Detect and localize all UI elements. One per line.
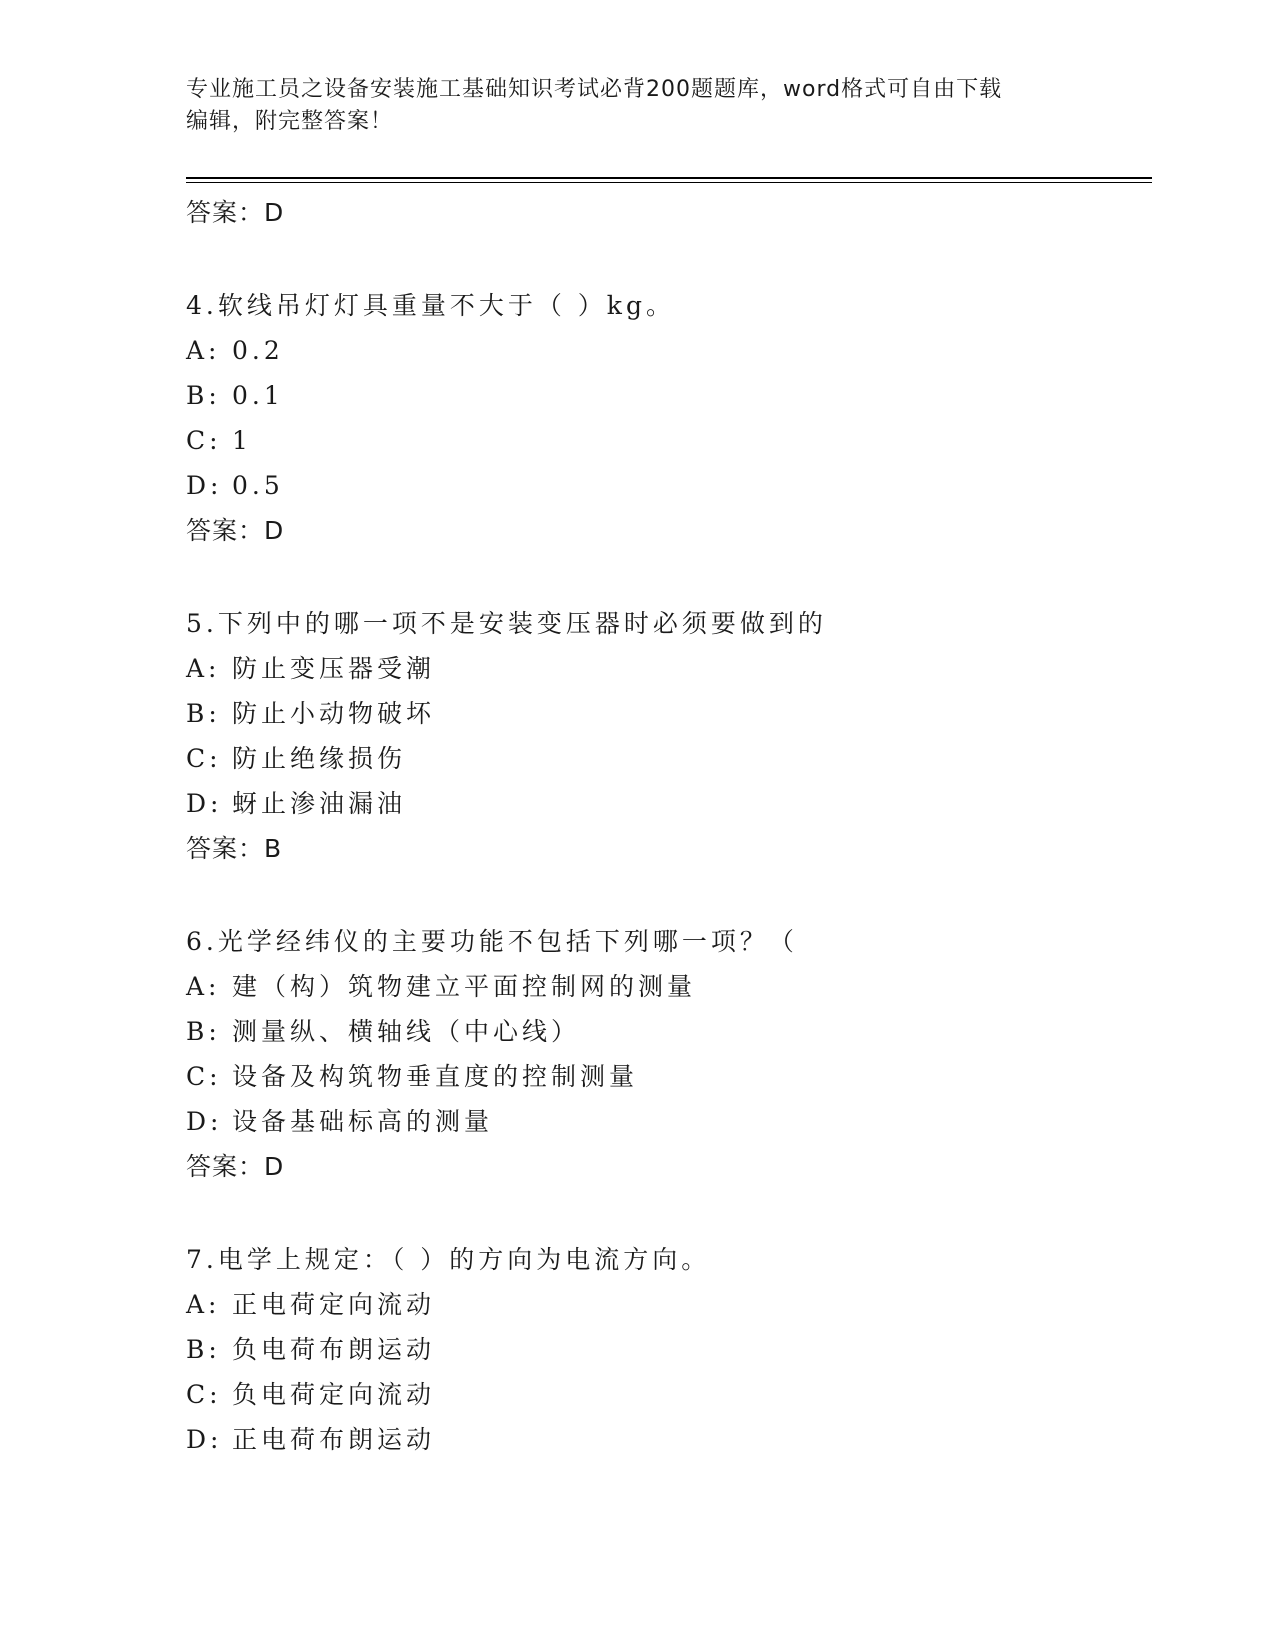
option-letter: C: — [186, 1062, 222, 1091]
option-row — [186, 781, 1146, 826]
option-row — [186, 1099, 1146, 1144]
option-row — [186, 646, 1146, 691]
option-row — [186, 736, 1146, 781]
option-letter: B: — [186, 381, 221, 410]
option-text: 负电荷定向流动 — [232, 1380, 436, 1409]
option-row — [186, 328, 1146, 373]
option-letter: C: — [186, 1380, 222, 1409]
question-text: 7.电学上规定：（ ）的方向为电流方向。 — [186, 1245, 711, 1274]
option-letter: A: — [186, 336, 221, 365]
question-block — [186, 283, 1146, 553]
question-block — [186, 601, 1146, 871]
answer-line: 答案：B — [186, 834, 283, 863]
option-letter: B: — [186, 699, 221, 728]
option-text: 正电荷定向流动 — [232, 1290, 436, 1319]
option-row — [186, 1282, 1146, 1327]
header-rule-thick — [186, 177, 1152, 179]
option-letter: D: — [186, 1425, 223, 1454]
option-row — [186, 418, 1146, 463]
option-letter: A: — [186, 972, 221, 1001]
option-text: 测量纵、横轴线（中心线） — [232, 1017, 581, 1046]
option-text: 0.5 — [232, 471, 284, 500]
header-line-1: 专业施工员之设备安装施工基础知识考试必背200题题库，word格式可自由下载 — [186, 77, 1003, 102]
option-letter: D: — [186, 471, 223, 500]
option-text: 防止绝缘损伤 — [232, 744, 407, 773]
answer-line: 答案：D — [186, 198, 285, 227]
option-text: 防止变压器受潮 — [232, 654, 436, 683]
option-text: 建（构）筑物建立平面控制网的测量 — [232, 972, 697, 1001]
option-letter: A: — [186, 654, 221, 683]
option-letter: D: — [186, 789, 223, 818]
option-text: 设备及构筑物垂直度的控制测量 — [232, 1062, 639, 1091]
document-content — [186, 190, 1146, 1510]
question-block — [186, 919, 1146, 1189]
option-letter: C: — [186, 426, 222, 455]
option-letter: B: — [186, 1335, 221, 1364]
option-row — [186, 964, 1146, 1009]
question-text: 6.光学经纬仪的主要功能不包括下列哪一项？（ — [186, 927, 798, 956]
option-text: 负电荷布朗运动 — [232, 1335, 436, 1364]
answer-line: 答案：D — [186, 1152, 285, 1181]
option-row — [186, 691, 1146, 736]
option-letter: C: — [186, 744, 222, 773]
option-letter: B: — [186, 1017, 221, 1046]
option-row — [186, 373, 1146, 418]
option-text: 正电荷布朗运动 — [232, 1425, 436, 1454]
answer-line: 答案：D — [186, 516, 285, 545]
option-row — [186, 1327, 1146, 1372]
option-row — [186, 463, 1146, 508]
option-row — [186, 1009, 1146, 1054]
question-block — [186, 1237, 1146, 1462]
option-text: 防止小动物破坏 — [232, 699, 436, 728]
page-header — [186, 74, 1086, 138]
option-text: 设备基础标高的测量 — [232, 1107, 494, 1136]
option-row — [186, 1417, 1146, 1462]
option-text: 蚜止渗油漏油 — [232, 789, 407, 818]
option-row — [186, 1372, 1146, 1417]
option-row — [186, 1054, 1146, 1099]
option-text: 1 — [232, 426, 252, 455]
option-letter: A: — [186, 1290, 221, 1319]
question-text: 4.软线吊灯灯具重量不大于（ ）kg。 — [186, 291, 675, 320]
header-rule-thin — [186, 182, 1152, 183]
header-line-2: 编辑，附完整答案！ — [186, 109, 394, 134]
question-text: 5.下列中的哪一项不是安装变压器时必须要做到的 — [186, 609, 827, 638]
option-text: 0.2 — [232, 336, 284, 365]
option-text: 0.1 — [232, 381, 284, 410]
option-letter: D: — [186, 1107, 223, 1136]
question-list — [186, 283, 1146, 1462]
